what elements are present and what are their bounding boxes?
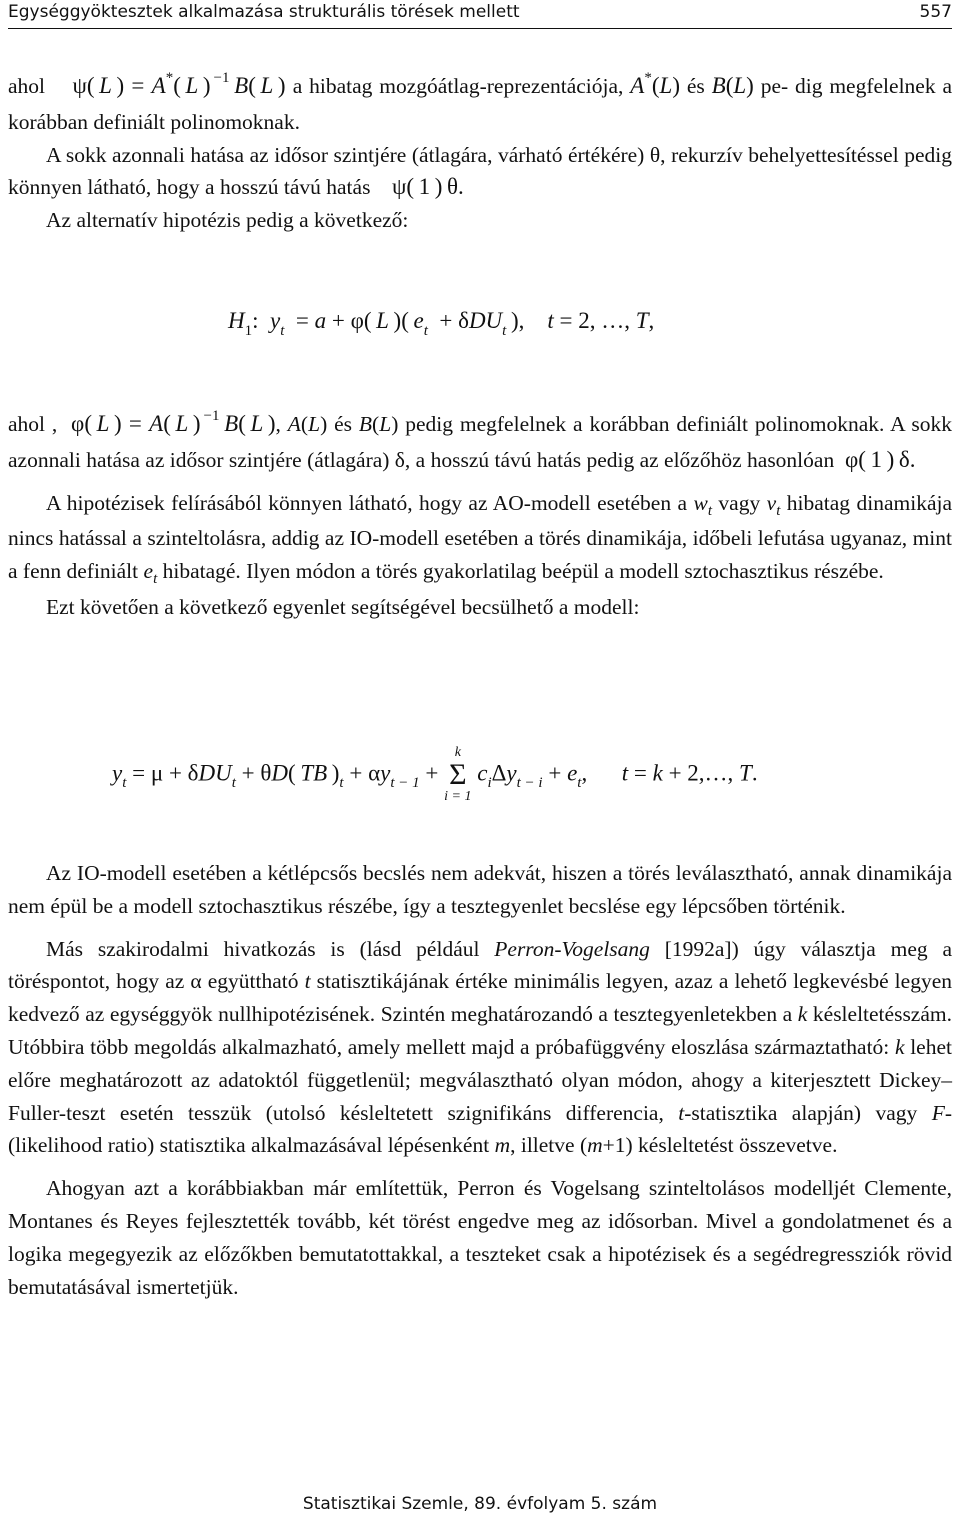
paragraph-hypotheses: A hipotézisek felírásából könnyen látható, hogy az AO-modell esetében a $w_t$ vagy $v_t$ hibatag dinamikája nincs hatással a szinteltolásra, addig az IO-modell esetében a törés dinamikája, időbeli lefutása ugyanaz, mint a fenn definiált $e_t$ hibatagé. Ilyen módon a törés gyakorlatilag beépül a modell sztochasztikus részébe. [8, 490, 953, 588]
running-footer: Statisztikai Szemle, 89. évfolyam 5. szám [302, 1494, 658, 1514]
paragraph-phi-definition: ahol , φ( L ) = A( L ) $^{-1}$ B( L ), A(L) és B(L) pedig megfelelnek a korábban definiált polinomoknak. A sokk azonnali hatása az idősor szintjére (átlagára) δ, a hosszú távú hatás pedig az előzőhöz hasonlóan φ( 1 ) δ. [8, 408, 952, 472]
article-body-2 [8, 408, 952, 624]
word-ahol: ahol [8, 74, 46, 98]
paragraph-shock-theta [8, 139, 952, 205]
page-number: 557 [919, 2, 952, 22]
paragraph-psi-definition [8, 70, 952, 139]
article-body [8, 70, 952, 237]
equation-H1: $H_1$: $y_t = a + \varphi$( L )( $e_t + \delta DU_t$ ), t = 2, …, T, [228, 308, 655, 339]
paragraph-literature: Más szakirodalmi hivatkozás is (lásd például Perron-Vogelsang [1992a]) úgy választja meg a töréspontot, hogy az α együttható t statisztikájának értéke minimális legyen, azaz a lehető legkevésbé legyen kedvező az egységgyök nullhipotézisének. Szintén meghatározandó a tesztegyenletekben a k késleltetésszám. Utóbbira több megoldás alkalmazható, amely mellett majd a próbafüggvény eloszlása származtatható: k lehet előre meghatározott az adatoktól függetlenül; megválasztható olyan módon, ahogy a kiterjesztett Dickey–Fuller-teszt esetén tesszük (utolsó késleltetett szignifikáns differencia, t-statisztika alapján) vagy F- (likelihood ratio) statisztika alkalmazásával lépésenként m, illetve (m+1) késleltetést összevetve. [8, 936, 952, 1158]
psi-continuation: dig megfelelnek a korábban definiált polinomoknak. [8, 74, 952, 134]
shock-theta-text: A sokk azonnali hatása az idősor szintjére (átlagára, várható értékére) θ, rekurzív behelyettesítéssel pedig könnyen látható, hogy a hosszú távú hatás [8, 142, 952, 200]
equation-psi-definition: ψ( L ) = A*( L ) $^{-1}$ B( L ) [72, 70, 293, 98]
running-header [8, 0, 952, 29]
equation-psi-long-run: ψ( 1 ) θ. [391, 174, 464, 200]
paragraph-estimation: Ezt követően a következő egyenlet segítségével becsülhető a modell: [46, 594, 640, 619]
word-es: és [686, 74, 705, 98]
paragraph-io-model: Az IO-modell esetében a kétlépcsős becslés nem adekvát, hiszen a törés leválasztható, annak dinamikája nem épül be a modell sztochasztikus részébe, így a tesztegyenlet becslése egy lépcsőben történik. [8, 861, 952, 918]
summation-sign: k Σ i = 1 [444, 745, 472, 804]
equation-test: $y_t = \mu + \delta DU_t + \theta D$( TB )$_t + \alpha y_{t - 1}$ + k Σ i = 1 $c_i\Delta y_{t - i} + e_t$, t = k + 2,…, T. [112, 745, 758, 804]
hyphen-fragment: pe- [760, 74, 789, 98]
equation-phi-definition: φ( L ) = A( L ) $^{-1}$ B( L ) [71, 408, 276, 436]
inline-B-L: B(L) [711, 73, 754, 98]
equation-phi-long-run: φ( 1 ) δ. [844, 446, 916, 472]
article-body-3 [8, 857, 952, 1303]
header-title: Egységgyöktesztek alkalmazása strukturális törések mellett [8, 2, 520, 22]
paragraph-clemente: Ahogyan azt a korábbiakban már említettük, Perron és Vogelsang szinteltolásos modelljét Clemente, Montanes és Reyes fejlesztették tovább, két törést engedve meg az idősorban. Mivel a gondolatmenet és a logika megegyezik az előzőkben bemutatottakkal, a teszteket csak a hipotézisek és a segédregressziók rövid bemutatásával ismertetjük. [8, 1176, 952, 1299]
paragraph-alternative: Az alternatív hipotézis pedig a következő: [46, 208, 409, 233]
inline-A-star: A*(L) [630, 70, 680, 98]
psi-description: a hibatag mozgóátlag-reprezentációja, [292, 74, 624, 98]
